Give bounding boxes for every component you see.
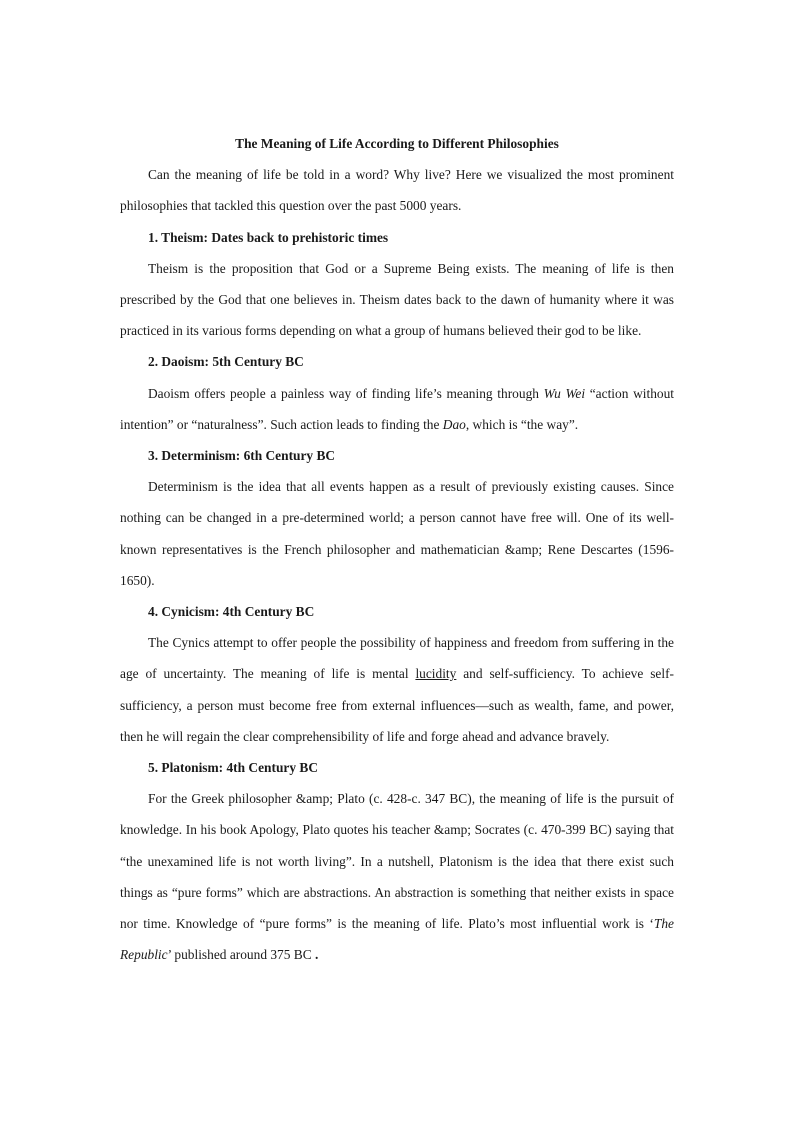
- section-body-daoism: [120, 378, 674, 440]
- text-run: Daoism offers people a painless way of finding life’s meaning through: [148, 385, 544, 401]
- section-heading-theism: 1. Theism: Dates back to prehistoric times: [148, 229, 389, 245]
- section-heading-platonism: 5. Platonism: 4th Century BC: [148, 760, 318, 776]
- section-heading-cynicism: 4. Cynicism: 4th Century BC: [148, 604, 315, 620]
- text-run: “action without intention” or “naturalness”. Such action leads to finding the: [120, 385, 674, 432]
- underlined-term-lucidity: lucidity: [415, 666, 457, 682]
- section-body-platonism: [120, 783, 674, 970]
- text-run: ’ published around 375 BC: [167, 947, 312, 963]
- italic-term-wu-wei: Wu Wei: [543, 385, 586, 401]
- text-run: , which is “the way”.: [465, 416, 579, 432]
- section-body-theism: Theism is the proposition that God or a Supreme Being exists. The meaning of life is then prescribed by the God that one believes in. Theism dates back to the dawn of humanity where it was practiced in its various forms depending on what a group of humans believed their god to be like.: [120, 260, 674, 339]
- section-body-cynicism: [120, 627, 674, 752]
- document-title: The Meaning of Life According to Different Philosophies: [235, 136, 559, 151]
- text-run: and self-sufficiency. To achieve self-sufficiency, a person must become free from external influences—such as wealth, fame, and power, then he will regain the clear comprehensibility of life and forge ahead and advance bravely.: [120, 666, 674, 744]
- section-body-determinism: Determinism is the idea that all events happen as a result of previously existing causes. Since nothing can be changed in a pre-determined world; a person cannot have free will. One of its well-known representatives is the French philosopher and mathematician &amp; Rene Descartes (1596- 1650).: [120, 479, 674, 588]
- text-run: For the Greek philosopher &amp; Plato (c. 428-c. 347 BC), the meaning of life is the pursuit of knowledge. In his book Apology, Plato quotes his teacher &amp; Socrates (c. 470-399 BC) saying that “the unexamined life is not worth living”. In a nutshell, Platonism is the idea that there exist such things as “pure forms” which are abstractions. An abstraction is something that neither exists in space nor time. Knowledge of “pure forms” is the meaning of life. Plato’s most influential work is ‘: [120, 791, 674, 932]
- document-page: [120, 128, 674, 970]
- period-mark: .: [311, 947, 319, 963]
- italic-term-dao: Dao: [442, 416, 466, 432]
- text-run: The Cynics attempt to offer people the possibility of happiness and freedom from suffering in the age of uncertainty. The meaning of life is mental: [120, 635, 674, 682]
- intro-paragraph: Can the meaning of life be told in a word? Why live? Here we visualized the most prominent philosophies that tackled this question over the past 5000 years.: [120, 167, 674, 214]
- section-heading-daoism: 2. Daoism: 5th Century BC: [148, 354, 304, 370]
- section-heading-determinism: 3. Determinism: 6th Century BC: [148, 448, 336, 464]
- italic-title-the-republic: The Republic: [120, 916, 674, 963]
